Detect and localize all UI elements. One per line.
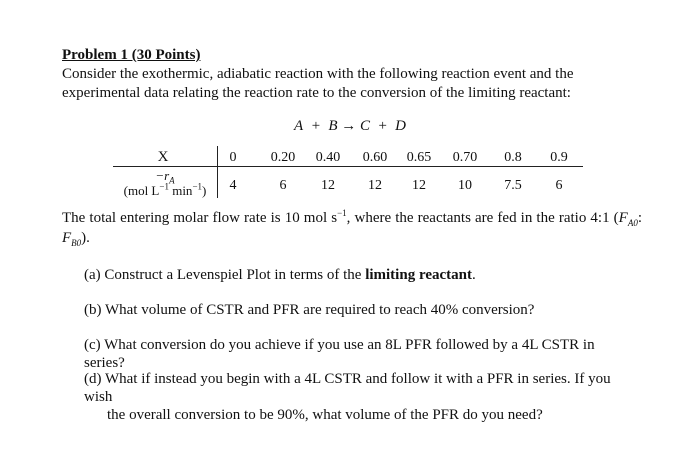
question-a-end: .	[471, 267, 476, 283]
conversion-value: 0.70	[452, 150, 478, 165]
species-d: D	[395, 118, 406, 134]
molar-flow-b: F	[62, 230, 72, 246]
conversion-value: 0.9	[550, 150, 568, 165]
rate-unit-exp: −1	[192, 181, 203, 192]
rate-conversion-table	[113, 143, 583, 199]
question-d-line1: (d) What if instead you begin with a 4L CSTR and follow it with a PFR in series. If you wish	[84, 371, 611, 405]
species-b: B	[328, 118, 338, 134]
molar-flow-a: F	[618, 210, 628, 226]
plus-sign: +	[377, 118, 388, 134]
rate-value: 6	[279, 178, 287, 193]
flow-text: The total entering molar flow rate is 10 mol s	[62, 210, 338, 226]
rate-value: 12	[412, 178, 426, 193]
rate-value: 6	[555, 178, 563, 193]
species-a: A	[294, 118, 304, 134]
conversion-value: 0.60	[362, 150, 388, 165]
reaction-equation	[0, 117, 700, 136]
rate-header	[113, 168, 217, 198]
rate-value: 10	[458, 178, 472, 193]
rate-symbol: −r	[155, 168, 170, 183]
question-c: (c) What conversion do you achieve if you use an 8L PFR followed by a 4L CSTR in series?	[84, 337, 595, 371]
conversion-value: 0.8	[504, 150, 522, 165]
conversion-header: X	[157, 149, 169, 165]
rate-unit-prefix: (mol L	[123, 183, 160, 198]
question-a-text: (a) Construct a Levenspiel Plot in terms of the	[84, 267, 366, 283]
problem-intro: Consider the exothermic, adiabatic reaction with the following reaction event and the experimental data relating the reaction rate to the conversion of the limiting reactant:	[62, 66, 574, 101]
conversion-value: 0.20	[270, 150, 296, 165]
rate-unit-exp: −1	[159, 181, 169, 192]
question-b: (b) What volume of CSTR and PFR are required to reach 40% conversion?	[84, 302, 535, 318]
rate-value: 12	[321, 178, 335, 193]
reaction-arrow: →	[341, 118, 357, 134]
question-d-line2: the overall conversion to be 90%, what volume of the PFR do you need?	[107, 407, 543, 423]
problem-title: Problem 1 (30 Points)	[62, 47, 201, 63]
rate-subscript: A	[169, 175, 175, 186]
rate-value: 12	[368, 178, 382, 193]
conversion-value: 0.40	[315, 150, 341, 165]
molar-flow-a-sub: A0	[627, 218, 638, 228]
plus-sign: +	[310, 118, 321, 134]
flow-exponent: −1	[337, 208, 347, 218]
rate-unit-suffix: )	[202, 183, 207, 198]
flow-statement	[62, 208, 642, 248]
flow-text: ).	[81, 230, 90, 246]
question-d	[84, 370, 639, 424]
rate-value: 7.5	[504, 178, 522, 193]
conversion-value: 0.65	[406, 150, 432, 165]
species-c: C	[359, 118, 370, 134]
question-a-bold: limiting reactant	[365, 267, 472, 283]
ratio-colon: :	[637, 210, 643, 226]
rate-unit-mid: min	[172, 183, 193, 198]
conversion-value: 0	[229, 150, 237, 165]
flow-text: , where the reactants are fed in the ratio 4:1 (	[346, 210, 619, 226]
molar-flow-b-sub: B0	[71, 238, 82, 248]
question-a	[84, 266, 639, 284]
rate-value: 4	[229, 178, 237, 193]
